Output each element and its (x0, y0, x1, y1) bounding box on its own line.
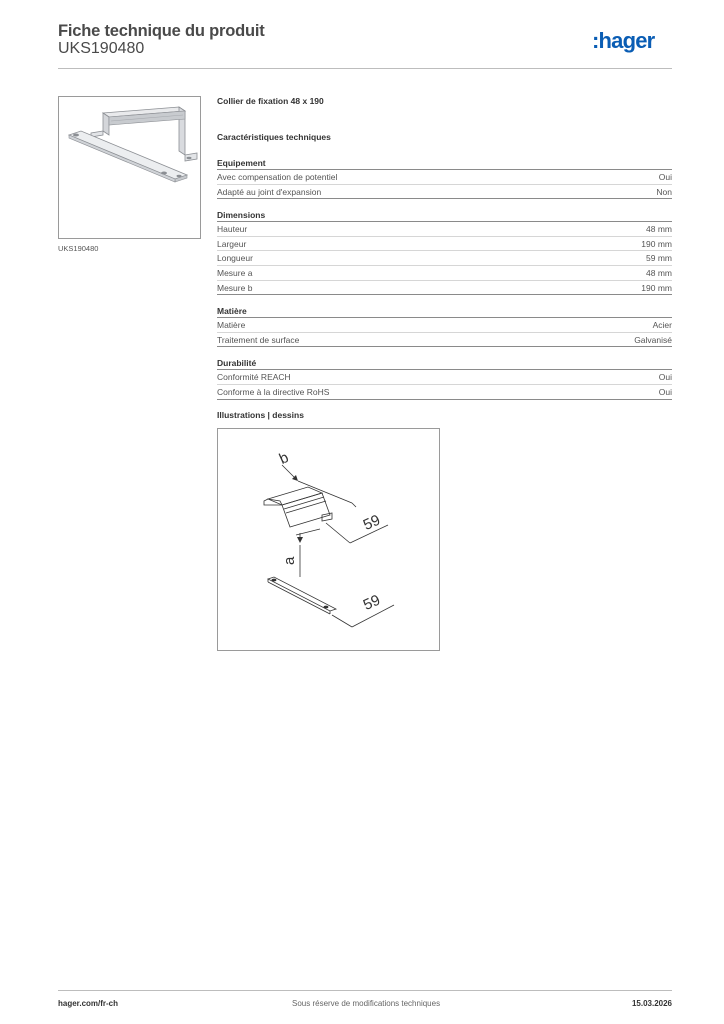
dimension-label-a: a (281, 556, 298, 565)
spec-label: Mesure b (217, 282, 253, 293)
spec-row (217, 266, 672, 281)
spec-label: Adapté au joint d'expansion (217, 186, 322, 197)
spec-label: Avec compensation de potentiel (217, 172, 338, 182)
product-name: Collier de fixation 48 x 190 (217, 96, 324, 106)
spec-row (217, 333, 672, 348)
spec-row (217, 281, 672, 296)
spec-row (217, 385, 672, 400)
specs-heading: Caractéristiques techniques (217, 132, 331, 142)
section-title: Durabilité (217, 356, 672, 370)
spec-row (217, 185, 672, 200)
footer-website[interactable]: hager.com/fr-ch (58, 999, 119, 1008)
logo-text: :hager (592, 28, 655, 53)
spec-label: Conforme à la directive RoHS (217, 386, 330, 397)
spec-section-dimensions (217, 208, 672, 295)
spec-section-durabilite (217, 356, 672, 399)
spec-label: Hauteur (217, 224, 248, 235)
spec-row (217, 222, 672, 237)
page-footer (58, 990, 672, 1010)
product-reference: UKS190480 (58, 40, 145, 57)
spec-section-matiere (217, 304, 672, 347)
spec-value: 48 mm (646, 224, 672, 235)
hager-logo (592, 28, 672, 54)
spec-value: Non (656, 186, 672, 197)
spec-label: Traitement de surface (217, 334, 300, 345)
product-photo (58, 96, 201, 239)
spec-label: Conformité REACH (217, 372, 291, 383)
section-title: Matière (217, 304, 672, 318)
spec-row (217, 251, 672, 266)
spec-value: Galvanisé (634, 334, 672, 345)
spec-label: Longueur (217, 253, 253, 264)
spec-content (217, 96, 672, 651)
dimension-label-top: 59 (360, 511, 383, 534)
spec-value: 190 mm (641, 238, 672, 249)
spec-value: Oui (658, 172, 672, 182)
spec-row (217, 318, 672, 333)
spec-value: 59 mm (646, 253, 672, 264)
section-title: Equipement (217, 156, 672, 170)
spec-row (217, 170, 672, 185)
dimension-label-b: b (276, 448, 292, 468)
spec-row (217, 237, 672, 252)
spec-value: 190 mm (641, 282, 672, 293)
illustrations-heading: Illustrations | dessins (217, 409, 304, 420)
photo-caption: UKS190480 (58, 244, 99, 253)
spec-section-equipement (217, 156, 672, 199)
page-header (58, 22, 672, 69)
page-title: Fiche technique du produit (58, 22, 265, 40)
spec-value: 48 mm (646, 267, 672, 278)
dimension-label-bottom: 59 (360, 591, 383, 614)
bracket-photo-icon (59, 97, 200, 238)
spec-label: Matière (217, 320, 246, 331)
section-title: Dimensions (217, 208, 672, 222)
dimension-drawing (217, 428, 440, 651)
spec-value: Oui (658, 386, 672, 397)
spec-value: Oui (658, 372, 672, 383)
footer-notice: Sous réserve de modifications techniques (292, 999, 441, 1008)
spec-value: Acier (652, 320, 672, 331)
footer-date: 15.03.2026 (631, 999, 672, 1008)
spec-label: Mesure a (217, 267, 253, 278)
spec-label: Largeur (217, 238, 247, 249)
spec-row (217, 370, 672, 385)
dimension-drawing-icon (218, 429, 439, 650)
